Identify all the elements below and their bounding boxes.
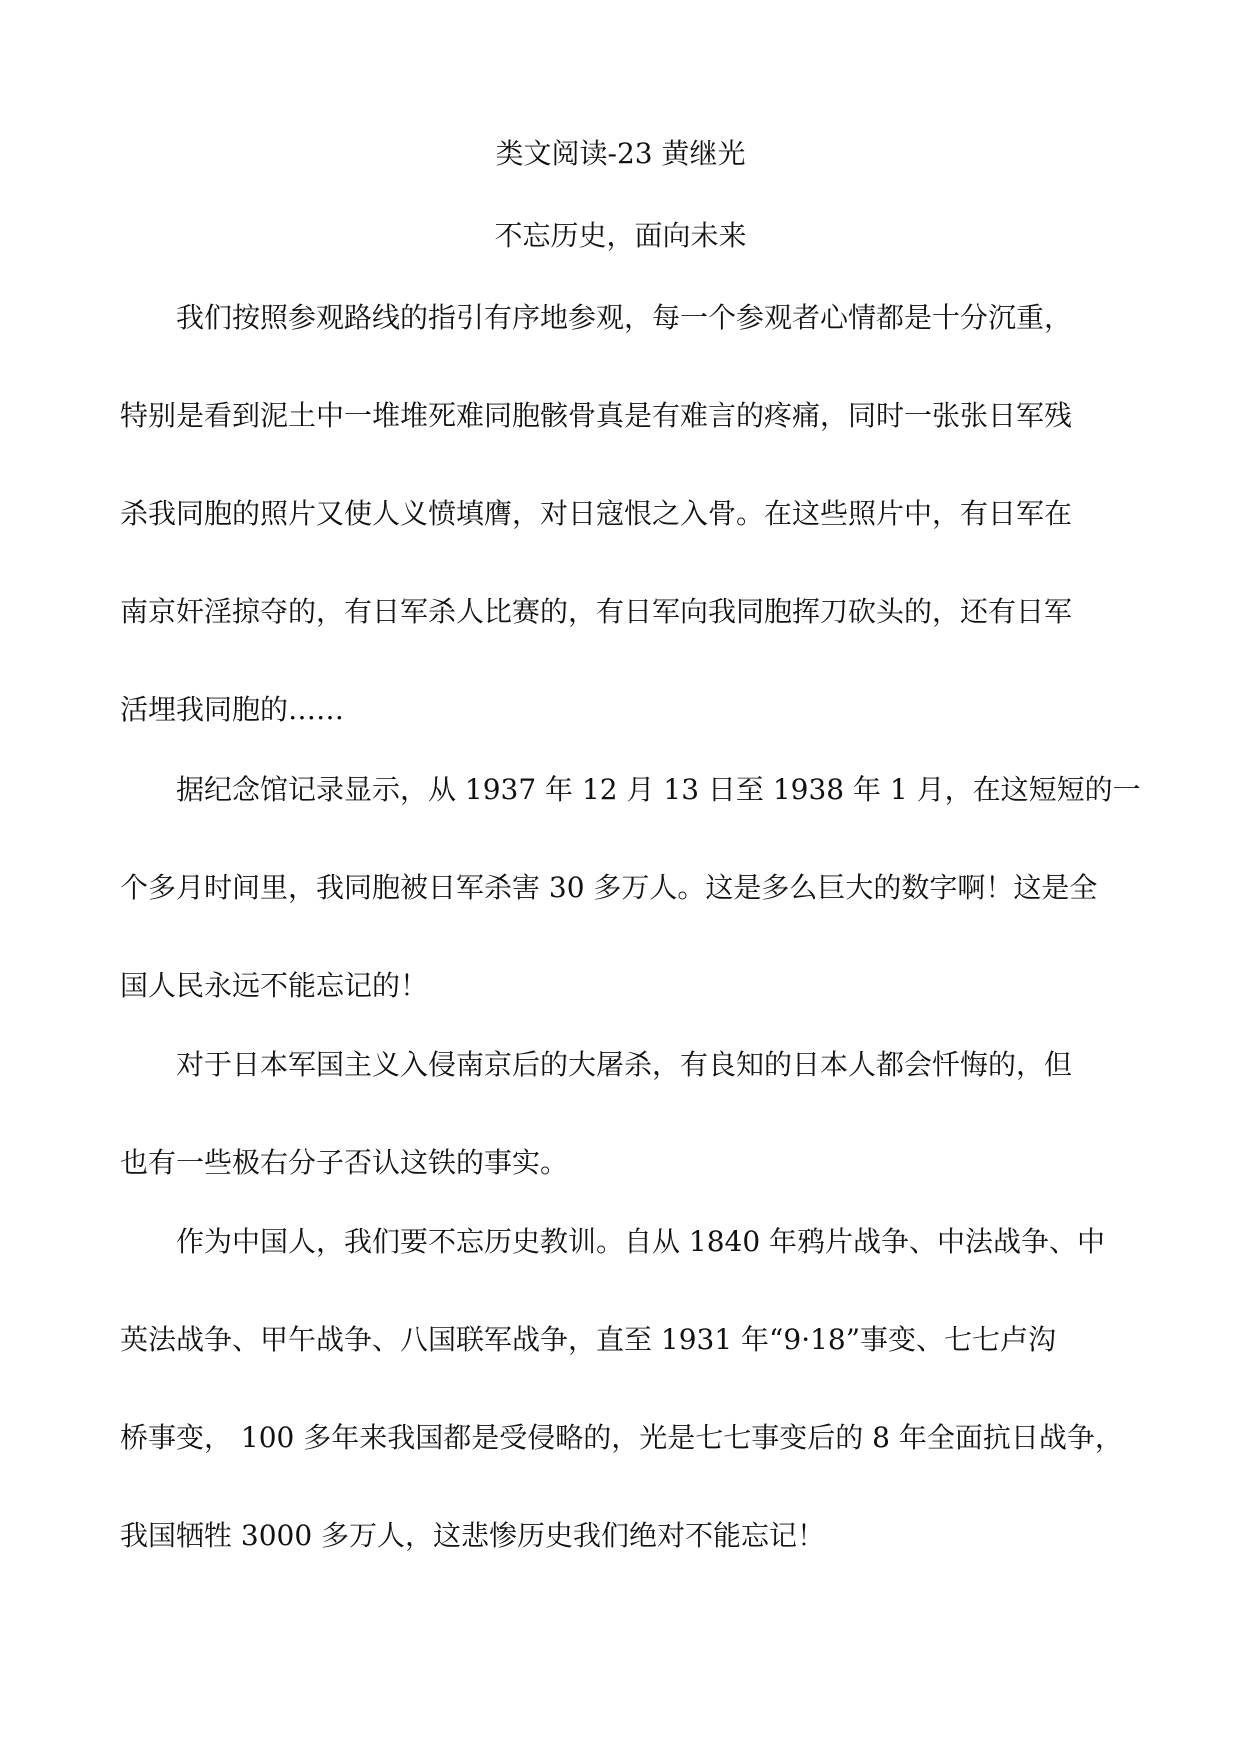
paragraph-1-line-3: 杀我同胞的照片又使人义愤填膺，对日寇恨之入骨。在这些照片中，有日军在 [120,497,1073,530]
paragraph-1-line-5: 活埋我同胞的…… [120,693,345,726]
document-title: 类文阅读-23 黄继光 [495,137,746,170]
paragraph-1-line-4: 南京奸淫掠夺的，有日军杀人比赛的，有日军向我同胞挥刀砍头的，还有日军 [120,595,1073,628]
paragraph-1-line-1: 我们按照参观路线的指引有序地参观，每一个参观者心情都是十分沉重， [176,301,1073,334]
paragraph-2-line-3: 国人民永远不能忘记的！ [120,969,429,1002]
paragraph-4-line-3: 桥事变， 100 多年来我国都是受侵略的，光是七七事变后的 8 年全面抗日战争， [120,1421,1123,1454]
paragraph-3-line-1: 对于日本军国主义入侵南京后的大屠杀，有良知的日本人都会忏悔的，但 [176,1048,1073,1081]
paragraph-3-line-2: 也有一些极右分子否认这铁的事实。 [120,1146,569,1179]
paragraph-4-line-2: 英法战争、甲午战争、八国联军战争，直至 1931 年“9·18”事变、七七卢沟 [120,1323,1057,1356]
paragraph-2-line-2: 个多月时间里，我同胞被日军杀害 30 多万人。这是多么巨大的数字啊！这是全 [120,871,1098,904]
paragraph-1-line-2: 特别是看到泥土中一堆堆死难同胞骸骨真是有难言的疼痛，同时一张张日军残 [120,399,1073,432]
paragraph-2-line-1: 据纪念馆记录显示，从 1937 年 12 月 13 日至 1938 年 1 月，在这短短的一 [176,773,1141,806]
paragraph-4-line-4: 我国牺牲 3000 多万人，这悲惨历史我们绝对不能忘记！ [120,1519,826,1552]
paragraph-4-line-1: 作为中国人，我们要不忘历史教训。自从 1840 年鸦片战争、中法战争、中 [176,1225,1106,1258]
document-subtitle: 不忘历史，面向未来 [494,219,747,252]
